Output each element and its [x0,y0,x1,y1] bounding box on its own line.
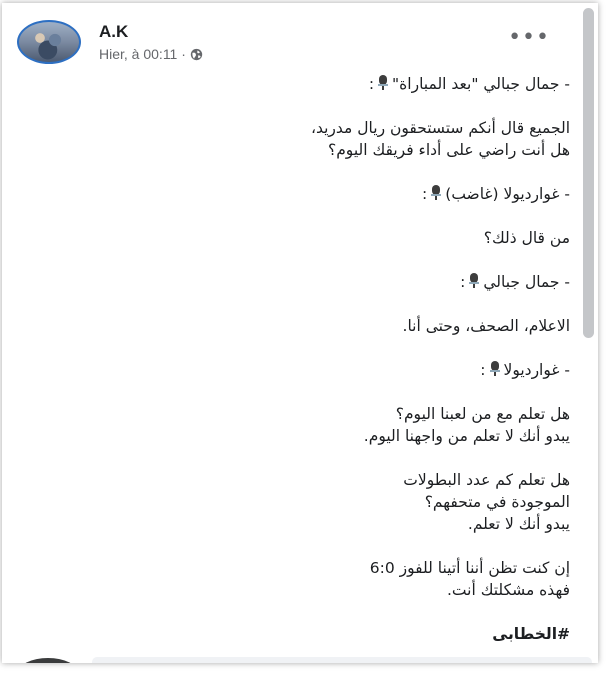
dialogue-line: - غواردیولا (غاضب): [422,185,570,203]
text-line: من قال ذلك؟ [483,229,570,247]
globe-icon [190,48,203,61]
text-line: هل تعلم مع من لعبنا اليوم؟ [395,405,570,423]
next-post-avatar [18,658,78,663]
dialogue-line: - غواردیولا: [480,361,570,379]
text-line: الجميع قال أنكم ستستحقون ريال مدريد، [310,119,570,137]
text-line: هل أنت راضي على أداء فريقك اليوم؟ [327,141,570,159]
text-line: يبدو أنك لا تعلم. [467,515,570,533]
post-card [2,3,598,663]
microphone-icon [489,361,501,377]
dialogue-line: - جمال جبالي: [460,273,570,291]
post-timestamp[interactable]: Hier, à 00:11 · [99,46,186,62]
text-line: هل تعلم كم عدد البطولات [403,471,570,489]
microphone-icon [377,75,389,91]
microphone-icon [468,273,480,289]
text-line: الموجودة في متحفهم؟ [424,493,570,511]
text-line: الاعلام، الصحف، وحتى أنا. [402,317,570,335]
text-line: فهذه مشكلتك أنت. [447,581,570,599]
text-line: يبدو أنك لا تعلم من واجهنا اليوم. [363,427,570,445]
post-header [2,3,598,75]
scrollbar-thumb[interactable] [583,8,594,338]
post-body [22,73,570,645]
text-line: إن كنت تظن أننا أتينا للفوز 6:0 [369,559,570,577]
dialogue-line: - جمال جبالي "بعد المباراة": [368,75,570,93]
next-post-comment-bar [92,657,592,663]
avatar[interactable] [17,20,81,64]
hashtag-link[interactable]: #الخطابی [492,625,570,643]
microphone-icon [430,185,442,201]
more-options-icon[interactable]: ••• [508,25,550,50]
post-meta [99,46,203,62]
author-name[interactable]: A.K [99,22,129,41]
